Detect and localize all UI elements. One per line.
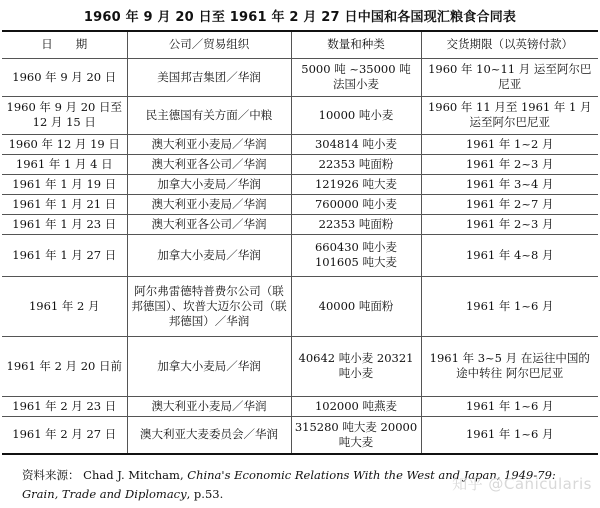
cell-quantity: 10000 吨小麦 — [291, 96, 421, 134]
table-row — [2, 276, 598, 336]
cell-quantity: 40000 吨面粉 — [291, 276, 421, 336]
cell-delivery: 1961 年 3~4 月 — [421, 174, 598, 194]
column-header-org: 公司／贸易组织 — [127, 31, 291, 58]
table-row — [2, 194, 598, 214]
cell-org: 澳大利亚小麦局／华润 — [127, 134, 291, 154]
contracts-table — [2, 30, 598, 455]
cell-quantity: 315280 吨大麦 20000 吨大麦 — [291, 416, 421, 454]
cell-date: 1961 年 2 月 23 日 — [2, 396, 127, 416]
cell-org: 澳大利亚各公司／华润 — [127, 214, 291, 234]
watermark: 知乎 @Canicularis — [452, 475, 592, 493]
cell-date: 1960 年 9 月 20 日至 12 月 15 日 — [2, 96, 127, 134]
table-row — [2, 58, 598, 96]
cell-date: 1961 年 1 月 4 日 — [2, 154, 127, 174]
source-page: , p.53. — [186, 487, 224, 501]
cell-delivery: 1961 年 1~6 月 — [421, 416, 598, 454]
source-book: China's Economic Relations With the West and Japan, 1949-79: Grain, Trade and Diplomacy — [22, 468, 556, 501]
cell-org: 澳大利亚各公司／华润 — [127, 154, 291, 174]
table-row — [2, 96, 598, 134]
table-title: 1960 年 9 月 20 日至 1961 年 2 月 27 日中国和各国现汇粮食合同表 — [83, 10, 517, 25]
table-row — [2, 154, 598, 174]
cell-delivery: 1960 年 11 月至 1961 年 1 月 运至阿尔巴尼亚 — [421, 96, 598, 134]
cell-delivery: 1961 年 2~3 月 — [421, 154, 598, 174]
cell-quantity: 22353 吨面粉 — [291, 214, 421, 234]
column-header-date: 日 期 — [2, 31, 127, 58]
table-row — [2, 174, 598, 194]
cell-delivery: 1961 年 2~3 月 — [421, 214, 598, 234]
table-row — [2, 396, 598, 416]
cell-delivery: 1960 年 10~11 月 运至阿尔巴尼亚 — [421, 58, 598, 96]
cell-delivery: 1961 年 4~8 月 — [421, 234, 598, 276]
cell-date: 1961 年 1 月 21 日 — [2, 194, 127, 214]
cell-date: 1960 年 12 月 19 日 — [2, 134, 127, 154]
cell-org: 加拿大小麦局／华润 — [127, 336, 291, 396]
source-label: 资料来源： — [22, 468, 80, 482]
cell-date: 1961 年 1 月 23 日 — [2, 214, 127, 234]
table-row — [2, 214, 598, 234]
cell-org: 加拿大小麦局／华润 — [127, 174, 291, 194]
cell-quantity: 5000 吨 ~35000 吨 法国小麦 — [291, 58, 421, 96]
cell-quantity: 102000 吨燕麦 — [291, 396, 421, 416]
source-author: Chad J. Mitcham, — [83, 468, 184, 482]
cell-org: 美国邦吉集团／华润 — [127, 58, 291, 96]
column-header-delivery: 交货期限（以英镑付款） — [421, 31, 598, 58]
cell-quantity: 660430 吨小麦 101605 吨大麦 — [291, 234, 421, 276]
cell-date: 1961 年 2 月 27 日 — [2, 416, 127, 454]
cell-org: 澳大利亚大麦委员会／华润 — [127, 416, 291, 454]
cell-org: 澳大利亚小麦局／华润 — [127, 396, 291, 416]
cell-delivery: 1961 年 1~6 月 — [421, 276, 598, 336]
cell-quantity: 22353 吨面粉 — [291, 154, 421, 174]
cell-org: 民主德国有关方面／中粮 — [127, 96, 291, 134]
cell-quantity: 121926 吨大麦 — [291, 174, 421, 194]
cell-quantity: 760000 吨小麦 — [291, 194, 421, 214]
cell-quantity: 304814 吨小麦 — [291, 134, 421, 154]
header-row — [2, 31, 598, 58]
cell-delivery: 1961 年 3~5 月 在运往中国的途中转往 阿尔巴尼亚 — [421, 336, 598, 396]
cell-date: 1961 年 1 月 19 日 — [2, 174, 127, 194]
cell-quantity: 40642 吨小麦 20321 吨小麦 — [291, 336, 421, 396]
column-header-quantity: 数量和种类 — [291, 31, 421, 58]
table-row — [2, 134, 598, 154]
table-row — [2, 234, 598, 276]
cell-delivery: 1961 年 1~2 月 — [421, 134, 598, 154]
table-row — [2, 416, 598, 454]
cell-date: 1961 年 2 月 — [2, 276, 127, 336]
cell-org: 加拿大小麦局／华润 — [127, 234, 291, 276]
table-row — [2, 336, 598, 396]
cell-delivery: 1961 年 1~6 月 — [421, 396, 598, 416]
cell-date: 1961 年 1 月 27 日 — [2, 234, 127, 276]
cell-delivery: 1961 年 2~7 月 — [421, 194, 598, 214]
cell-org: 澳大利亚小麦局／华润 — [127, 194, 291, 214]
cell-date: 1960 年 9 月 20 日 — [2, 58, 127, 96]
cell-date: 1961 年 2 月 20 日前 — [2, 336, 127, 396]
cell-org: 阿尔弗雷德特普费尔公司（联邦德国）、坎普大迈尔公司（联邦德国）／华润 — [127, 276, 291, 336]
